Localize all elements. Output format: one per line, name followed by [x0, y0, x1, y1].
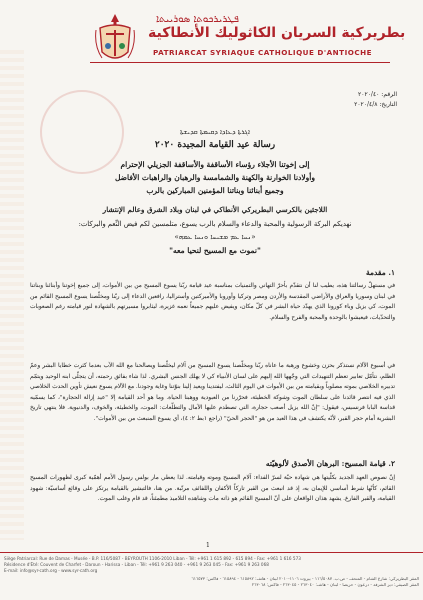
- reference-date: التاريخ: ٢٠٢٠/٤/٨: [354, 101, 397, 108]
- footer-line-2: Résidence d'Été: Couvent de Charfet - Daroun - Harissa - Liban - Tél: +961 9 263 040 - +961 9 263 045 - Fax: +961 9 263 068: [4, 562, 269, 567]
- footer-line-4: المقر البطريركي: شارع الشام - المتحف - ص.ب. ١١٦/٥٠٨٧ - بيروت ١١٠٦-٢٠١٠ لبنان - هاتف: ٦١٥٨٩٢ - ٦١٥٨٩٤ - فاكس: ٦١٦٥٧٣: [191, 576, 419, 581]
- page-number: 1: [206, 542, 210, 549]
- footer-line-3: E-mail: info@syr-cath.org - www.syr-cath.org: [4, 568, 98, 573]
- address-line-4: اللاجئين بالكرسي البطريركي الأنطاكي في لبنان وبلاد الشرق وعالم الإنتشار: [102, 205, 328, 214]
- quote-arabic: "نموت مع المسيح لنحيا معه": [169, 246, 261, 255]
- footer-divider: [0, 552, 423, 553]
- patriarchal-coat-of-arms-icon: [92, 12, 138, 66]
- address-line-2: وأولادنا الخوارنة والكهنة والشمامسة والرهبان والراهبات الأفاضل: [115, 173, 315, 182]
- address-line-1: إلى إخوتنا الأجلاء رؤساء الأساقفة والأساقفة الجزيلي الإحترام: [120, 160, 310, 169]
- section-heading-2: ٢. قيامة المسيح: البرهان الأصدق لألوهيّته: [265, 459, 395, 468]
- left-seal-strip: [0, 50, 24, 540]
- footer-line-1: Siège Patriarcal: Rue de Damas - Musée - B.P. 116/5087 - BEYROUTH 1106-2010 Liban - Tél: +961 1 615 892 - 615 894 - Fax: +961 1 616 573: [4, 556, 301, 561]
- letter-syriac-title: ܐܓܪܬܐ ܕܥܐܕܐ ܕܩܝܡܬܐ ܩܕܝܫܬܐ: [180, 128, 250, 136]
- greeting: نهديكم البركة الرسولية والمحبة والدعاء والسلام بالرب يسوع، متلمسين لكم فيض النِّعم والبركات:: [78, 220, 352, 228]
- header-syriac-name: ܦܛܪܝܪܟܘܬܐ ܣܘܪܝܝܬܐ: [156, 14, 239, 25]
- paragraph-2: في أسبوع الآلام نستذكر بحزن وخشوع ورهبة ما عاناه ربّنا ومخلّصنا يسوع المسيح من آلام ليخلّصنا ويصالحنا مع الله الآب بعدما كثرت خطايا البشر وعمّ الظلم، نتأمّل تعابير تعظم التنهيدات التي وجّهها الله إليهم على لسان الأنبياء كي لا يهلك الجنس البشري. لذا شاء بفائق رحمته، أن يتجلّى ابنه الوحيد ويتمّم تدبيره الخلاصي بموته مصلوباً وبقيامته من بين الأموات في اليوم الثالث، ليفتدينا ويعيد إلينا بنوّتنا وغاية وجودنا. مع الآلام يسوع نعيش تأوين الحدث الخلاصي الذي فيه انتصر قائدنا على سلطان الموت وشوكة الخطيئة، فحرّرنا من العبودية ووهبنا الحياة. وما هو أحد القيامة إلا "عيد إزالة الحجارة"، كما يسمّيه قداسة البابا فرنسيس، فيقول: "إنّ الله يزيل أصعب حجارة، التي تصطدم عليها الآمال والتطلّعات: الموت، والخطيئة، والخوف، والدنيوية. فلا ينتهي تاريخ البشرية أمام حجر القبر، لأنّه يكتشف في هذا العيد من هو "الحجر الحيّ" (راجع ١بط ٢: ٤)، أي يسوع المنبعث من بين الأموات".: [30, 363, 395, 422]
- paragraph-3: إنّ نصوص العهد الجديد بكلّيتها هي شهادة حيّة لسرّ الفداء: آلام المسيح وموته وقيامته. لذا يعطي مار بولس رسول الأمم أهمّية كبرى لظهورات المسيح القائم، كأنّها شرط أساسي للإيمان به، إذ قد انبعث من القبر تاركاً الأكفان واللفائف مرتّبة. من هنا، فالتبشير بالقيامة يرتكز على وقائع أساسيّة: شهود القيامة، والقبر الفارغ. يشهد هذان الواقعان على أنّ المسيح القائم هو ذاته مات وشاهده التلاميذ مطمئناً، قد قام وغلب الموت.: [30, 475, 395, 502]
- header-divider: [90, 62, 390, 63]
- quote-syriac: «ܢܚܐ ܥܡ ܡܫܝܚܐ ܘܢܚܐ ܥܡܗ»: [174, 233, 256, 241]
- header-arabic-name: بطريركية السريان الكاثوليك الأنطاكية: [148, 25, 406, 41]
- letter-title: رسالة عيد القيامة المجيدة ٢٠٢٠: [154, 140, 276, 150]
- reference-block: [354, 90, 397, 110]
- footer-line-5: المقر الصيفي: دير الشرفة - درعون - حريصا - لبنان - هاتف: ٢٦٣٠٤٠ - ٢٦٣٠٤٥ - فاكس: ٢٦٣٠٦٨: [251, 582, 419, 587]
- paragraph-1: في مستهلّ رسالتنا هذه، يطيب لنا أن نتقدّم بأحرّ التهاني والتمنيات بمناسبة عيد قيامة ربّنا يسوع المسيح من بين الأموات، إلى جميع إخوتنا وأبنائنا وبناتنا في لبنان وسوريا والعراق والأراضي المقدسة والأردن ومصر وتركيا وأوروبا والأميركتين وأستراليا، رافعين الدعاء إلى ربّنا ومخلّصنا يسوع المسيح القائم من الموت، كي يزيل وباء كورونا الذي يهدّد حياة البشر في كلّ مكان، ويفيض عليهم جميعاً نعمه غزيرة، ليثابروا مسيرتهم بالشهادة لنور قيامته رغم الصعوبات والتحدّيات، فيعيشوا بالوحدة والمحبة والفرح والسلام.: [30, 283, 395, 321]
- address-line-3: وجميع أبنائنا وبناتنا المؤمنين المباركين بالرب: [146, 186, 284, 195]
- reference-number: الرقم: ٢٠٢٠/٤٠: [358, 91, 397, 98]
- header-french-name: PATRIARCAT SYRIAQUE CATHOLIQUE D'ANTIOCHE: [153, 48, 373, 57]
- section-heading-1: ١. مقدمة: [365, 268, 395, 277]
